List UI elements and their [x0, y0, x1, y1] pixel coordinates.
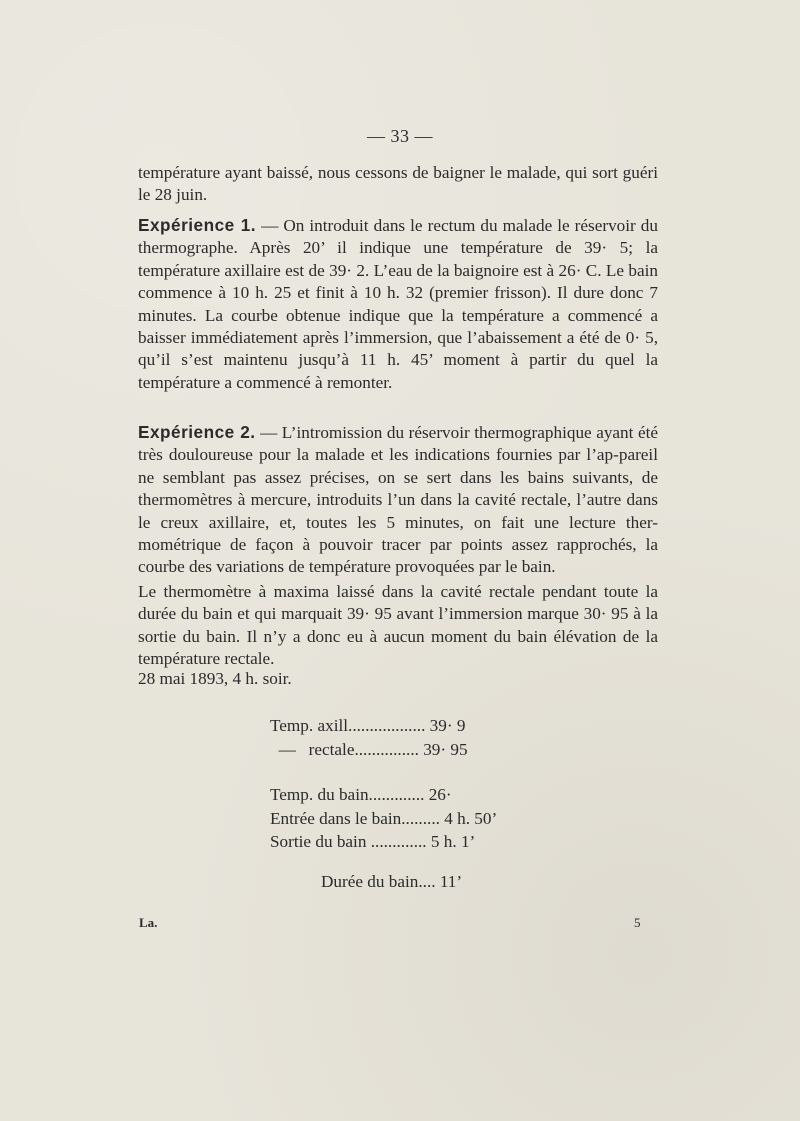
footer-left-signature: La. [139, 915, 158, 930]
experiment-2-content [138, 421, 658, 579]
table-row-duree: Durée du bain.... 11’ [321, 872, 463, 891]
experiment-1-content [138, 214, 658, 394]
experiment-2-text: — L’intromission du réservoir thermographique ayant été très douloureuse pour la malade et les indications fournies par l’ap-pareil ne semblant pas assez précises, on se sert dans les bains suivants, de thermomètres à mercure, introduits l’un dans la cavité rectale, l’autre dans le creux axillaire, et, toutes les 5 minutes, on fait une lecture ther-mométrique de façon à pouvoir tracer par points assez rapprochés, la courbe des variations de température provoquées par le bain. [138, 423, 658, 577]
date-line: 28 mai 1893, 4 h. soir. [138, 669, 292, 688]
table-row-entree: Entrée dans le bain......... 4 h. 50’ [270, 809, 498, 828]
experiment-2-heading: Expérience 2. [138, 422, 256, 442]
intro-paragraph [138, 162, 658, 207]
table-row-sortie: Sortie du bain ............. 5 h. 1’ [270, 832, 476, 851]
experiment-1-paragraph [138, 214, 658, 394]
thermometer-paragraph [138, 581, 658, 671]
experiment-1-text: — On introduit dans le rectum du malade le réservoir du thermographe. Après 20’ il indique une température de 39· 5; la température axillaire est de 39· 2. L’eau de la baignoire est à 26· C. Le bain commence à 10 h. 25 et finit à 10 h. 32 (premier frisson). Il dure donc 7 minutes. La courbe obtenue indique que la température a commencé a baisser immédiatement après l’immersion, que l’abaissement a été de 0· 5, qu’il s’est maintenu jusqu’à 11 h. 45’ moment à partir du quel la température a commencé à remonter. [138, 216, 658, 392]
footer-right-number: 5 [634, 915, 641, 930]
thermometer-text: Le thermomètre à maxima laissé dans la cavité rectale pendant toute la durée du bain et qui marquait 39· 95 avant l’immersion marque 30· 95 à la sortie du bain. Il n’y a donc eu à aucun moment du bain élévation de la température rectale. [138, 582, 658, 669]
table-row-temp-axill: Temp. axill.................. 39· 9 [270, 716, 466, 735]
table-row-rectale: — rectale............... 39· 95 [270, 740, 468, 759]
intro-text: température ayant baissé, nous cessons de baigner le malade, qui sort guéri le 28 juin. [138, 163, 658, 205]
table-row-temp-bain: Temp. du bain............. 26· [270, 785, 452, 804]
date-paragraph [138, 668, 658, 690]
experiment-2-paragraph [138, 421, 658, 579]
page-number: — 33 — [367, 126, 433, 146]
experiment-1-heading: Expérience 1. [138, 215, 257, 235]
